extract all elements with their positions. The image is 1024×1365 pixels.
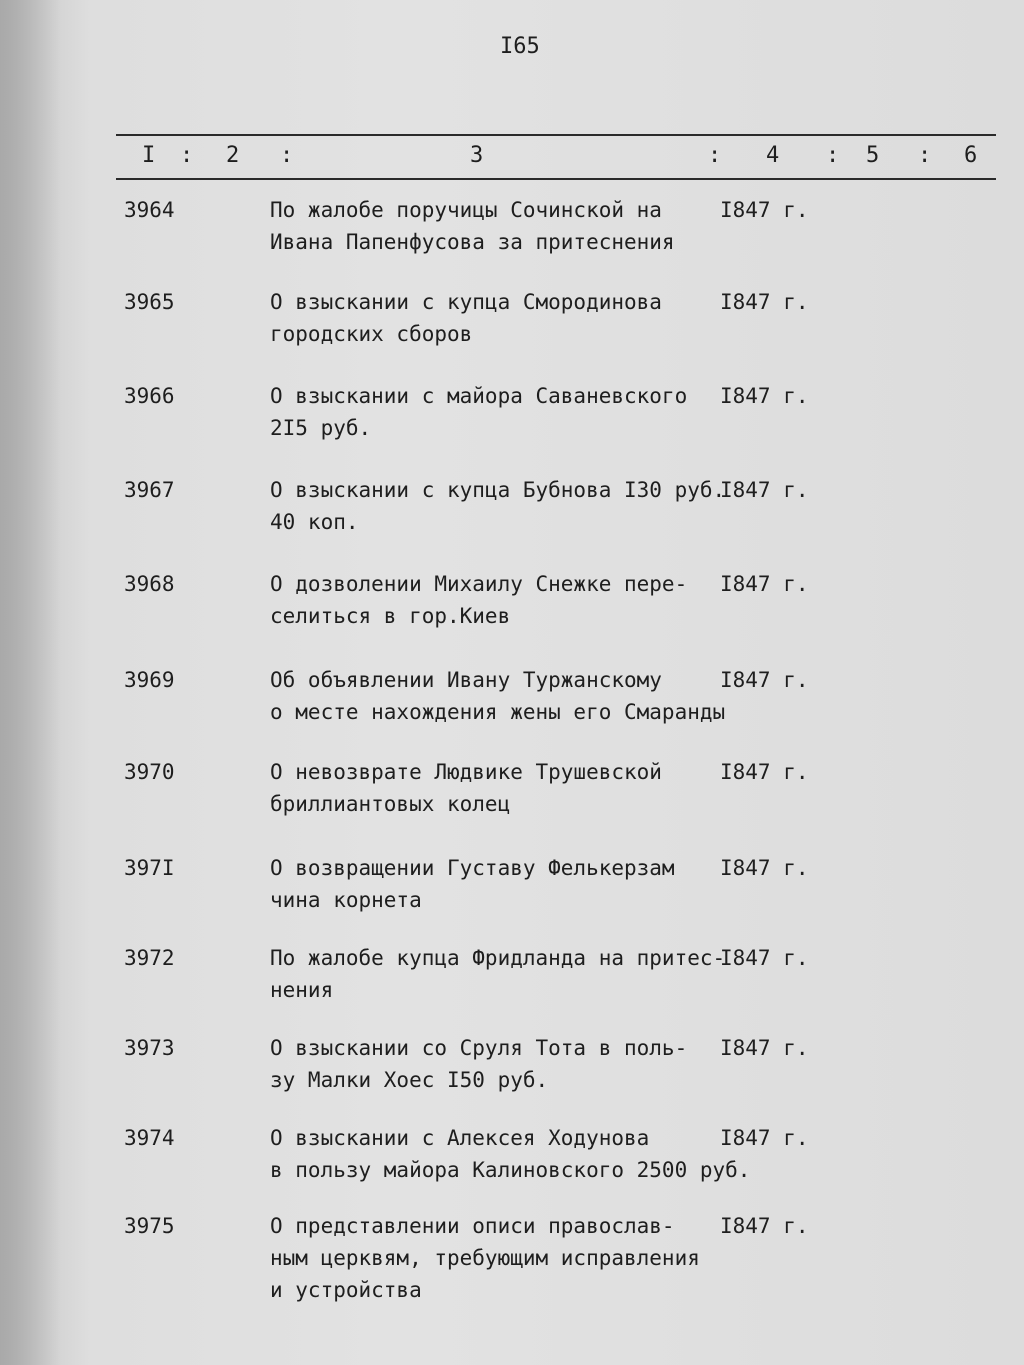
record-number: 3974 — [124, 1126, 175, 1150]
record-number: 3973 — [124, 1036, 175, 1060]
record-year: I847 г. — [720, 198, 809, 222]
column-header-5: 5 — [866, 143, 880, 168]
column-separator: : — [918, 143, 932, 168]
record-number: 3969 — [124, 668, 175, 692]
record-number: 3967 — [124, 478, 175, 502]
table-row — [0, 286, 1024, 366]
table-row — [0, 852, 1024, 932]
record-title: О взыскании с Алексея Ходунова в пользу майора Калиновского 2500 руб. — [270, 1126, 751, 1182]
record-title: Об объявлении Ивану Туржанскому о месте нахождения жены его Смаранды — [270, 668, 726, 724]
record-year: I847 г. — [720, 946, 809, 970]
record-title: О возвращении Густаву Фелькерзам чина корнета — [270, 856, 675, 912]
record-title: О взыскании с купца Бубнова I30 руб. 40 коп. — [270, 478, 726, 534]
record-year: I847 г. — [720, 1126, 809, 1150]
table-row — [0, 1032, 1024, 1112]
record-title: По жалобе поручицы Сочинской на Ивана Папенфусова за притеснения — [270, 198, 675, 254]
record-year: I847 г. — [720, 384, 809, 408]
record-year: I847 г. — [720, 290, 809, 314]
record-title: О взыскании с майора Саваневского 2I5 руб. — [270, 384, 688, 440]
record-title: О представлении описи православ- ным церквям, требующим исправления и устройства — [270, 1214, 700, 1302]
header-rule-top — [116, 134, 996, 136]
table-row — [0, 1210, 1024, 1302]
record-year: I847 г. — [720, 572, 809, 596]
table-row — [0, 194, 1024, 274]
page-number: I65 — [500, 34, 540, 59]
record-number: 3975 — [124, 1214, 175, 1238]
record-title: О взыскании с купца Смородинова городских сборов — [270, 290, 662, 346]
record-number: 3965 — [124, 290, 175, 314]
record-year: I847 г. — [720, 1036, 809, 1060]
record-year: I847 г. — [720, 760, 809, 784]
record-title: По жалобе купца Фридланда на притес- нения — [270, 946, 726, 1002]
record-title: О взыскании со Сруля Тота в поль- зу Малки Хоес I50 руб. — [270, 1036, 688, 1092]
table-row — [0, 568, 1024, 648]
column-separator: : — [708, 143, 722, 168]
record-number: 3968 — [124, 572, 175, 596]
record-year: I847 г. — [720, 668, 809, 692]
table-row — [0, 664, 1024, 744]
record-number: 3966 — [124, 384, 175, 408]
record-title: О невозврате Людвике Трушевской бриллиантовых колец — [270, 760, 662, 816]
column-separator: : — [180, 143, 194, 168]
column-separator: : — [280, 143, 294, 168]
record-title: О дозволении Михаилу Снежке пере- селиться в гор.Киев — [270, 572, 688, 628]
record-year: I847 г. — [720, 478, 809, 502]
table-row — [0, 942, 1024, 1022]
record-number: 3972 — [124, 946, 175, 970]
column-header-4: 4 — [766, 143, 780, 168]
table-row — [0, 380, 1024, 460]
table-row — [0, 1122, 1024, 1202]
record-year: I847 г. — [720, 1214, 809, 1238]
record-year: I847 г. — [720, 856, 809, 880]
table-row — [0, 756, 1024, 836]
column-header-3: 3 — [470, 143, 484, 168]
record-number: 3964 — [124, 198, 175, 222]
header-rule-bottom — [116, 178, 996, 180]
table-row — [0, 474, 1024, 554]
column-header-6: 6 — [964, 143, 978, 168]
column-header-1: I — [142, 143, 156, 168]
record-number: 397I — [124, 856, 175, 880]
record-number: 3970 — [124, 760, 175, 784]
column-separator: : — [826, 143, 840, 168]
column-header-2: 2 — [226, 143, 240, 168]
